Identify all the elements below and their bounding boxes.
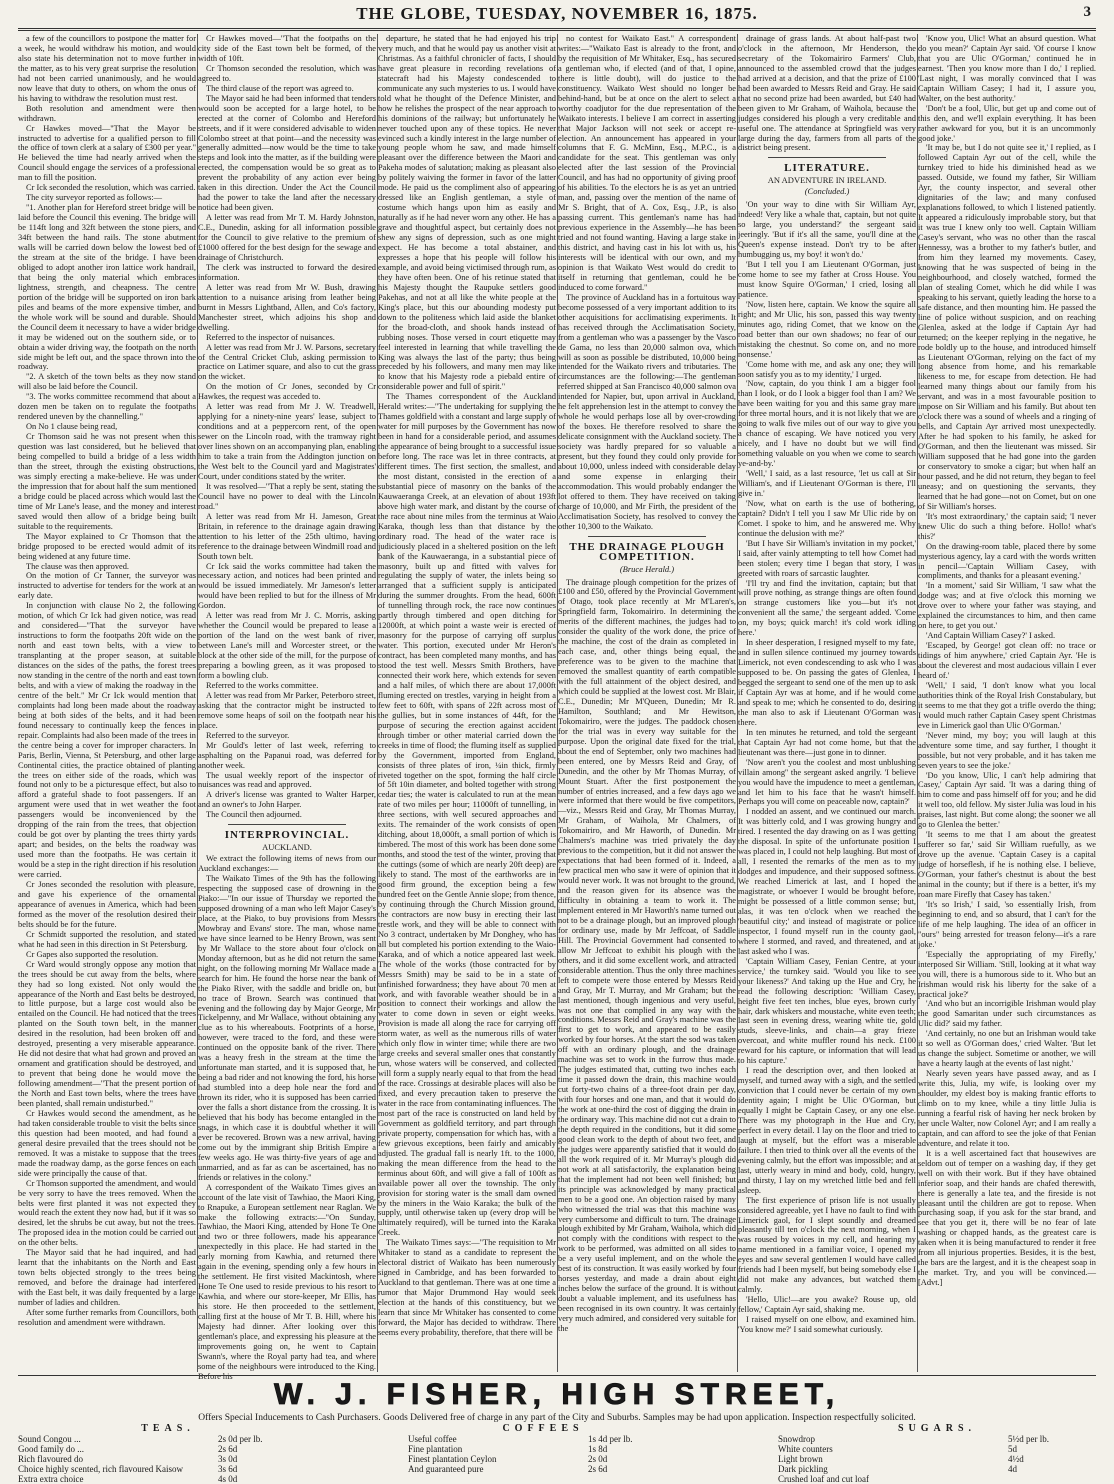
- paragraph: Cr Thomson supported the amendment, and would be very sorry to have the trees removed. When the belts were first planted it was not expected they would reach the extent they now had, but if it was so desired, let the shrubs be cut away, but not the trees. The proposed idea in the motion could be carried out on the other belts.: [18, 1178, 196, 1248]
- teas-heading: TEAS.: [141, 1423, 195, 1434]
- teas-row: [18, 1444, 318, 1454]
- paragraph: 'Captain William Casey, Fenian Centre, at your service,' the turnkey said. 'Would you like to see your likeness?' And taking up the Hue and Cry, he read the following description: 'William Casey, height five feet ten inches, blue eyes, brown curly hair, dark whiskers and moustache, white even teeth; last seen in evening dress, wearing white tie, gold studs, sleeve-links, and chain—a gray frieze overcoat, and white muffler round his neck. £100 reward for his capture, or information that will lead to his capture.': [738, 956, 916, 1066]
- price-value: 1s 4d per lb.: [588, 1434, 633, 1444]
- price-item: And guaranteed pure: [408, 1464, 484, 1474]
- paragraph: 'In a moment,' said Sir William, 'I saw what the dodge was; and at five o'clock this morning we drove over to where your father was staying, and explained the circumstances to him, and then came on here, to get you out.': [918, 581, 1096, 631]
- paragraph: 'And who but an incorrigible Irishman would play the good Samaritan under such circumstances as Ulic did?' said my father.: [918, 999, 1096, 1029]
- coffees-row: [408, 1434, 678, 1444]
- sugars-row: [778, 1434, 1096, 1444]
- column-divider: [557, 34, 558, 1372]
- coffees-row: [408, 1444, 678, 1454]
- ad-subtitle: Offers Special Inducements to Cash Purchasers. Goods Delivered free of charge in any part of the City and Suburbs. Samples may be had upon application. Inspection respectfully solicited.: [198, 1413, 916, 1423]
- paragraph: Mr Gould's letter of last week, referring to asphalting on the Papanui road, was deferred for another week.: [198, 740, 376, 770]
- teas-row: [18, 1454, 318, 1464]
- paragraph: It is a well ascertained fact that housewives are seldom out of temper on a washing day, if they get well on with their work. But if they have obtained inferior soap, and their hands are chafed therewith, there is generally a late tea, and the fireside is not pleasant until the children are got to repose. When purchasing soap, if you ask for the star brand, and see that you get it, there will be no fear of late washing or chapped hands, as the greatest care is taken when it is being manufactured to render it free from all injurious properties. Besides, it is the best, the bars are the largest, and it is the cheapest soap in the market. Try, and you will be convinced.—[Advt.]: [918, 1148, 1096, 1288]
- ad-title: W. J. FISHER, HIGH STREET,: [273, 1378, 841, 1411]
- paragraph: In ten minutes he returned, and told the sergeant that Captain Ayr had not come home, but that the lieutenant was there—just gone in to dinner.: [738, 727, 916, 757]
- column-5: [738, 34, 916, 1372]
- paragraph: On the motion of Cr Jones, seconded by Cr Hawkes, the request was acceded to.: [198, 382, 376, 402]
- price-value: 3s 6d: [218, 1464, 238, 1474]
- paragraph: 'It seems to me that I am about the greatest sufferer so far,' said Sir William ruefully, as we drove up the avenue. 'Captain Casey is a capital judge of horseflesh, if he is nothing else. I believe, O'Gorman, your father's chestnut is about the best animal in the county; but if there is a better, it's my roan mare Firefly that Casey has taken.': [918, 830, 1096, 899]
- paragraph: Nearly seven years have passed away, and as I write this, Julia, my wife, is looking over my shoulder, my eldest boy is making frantic efforts to climb on to my knee, while a tiny little Julia is running a fearful risk of having her neck broken by her uncle Walter, now Colonel Ayr; and I am really a captain, and can afford to see the joke of that Fenian adventure, and relate it too.: [918, 1069, 1096, 1148]
- masthead: [0, 4, 1114, 24]
- paragraph: The first experience of prison life is not usually considered agreeable, yet I have no fault to find with Limerick gaol, for I slept soundly and dreamed pleasantly till ten o'clock the next morning, when I was roused by voices in my cell, and hearing my name mentioned in a familiar voice, I opened my eyes and saw several gentlemen I would have called friends had I been myself, but being somebody else I did not make any advances, but watched them calmly.: [738, 1195, 916, 1295]
- top-rule: [18, 28, 1096, 29]
- paragraph: Both resolution and amendment were then withdrawn.: [18, 103, 196, 123]
- sugars-row: [778, 1454, 1096, 1464]
- paragraph: The province of Auckland has in a fortuitous way become possessed of a very important addition to its other acquisitions for acclimatising experiments. It has received through the Acclimatisation Society, from a gentleman who was a passenger by the Vasco de Gama, no less than 20,000 salmon ova, which will as soon as possible be distributed, 10,000 being intended for the Waikato rivers and tributaries. The circumstances are the following:—The gentleman referred shipped at San Francisco 40,000 salmon ova intended for Napier, but, upon arrival in Auckland, he felt apprehension lest in the attempt to convey the whole he would perhaps lose all by over-crowding of the boxes. He therefore resolved to share the delicate consignment with the Auckland society. The society was hardly prepared for so valuable a present, but they found they could only provide for about 10,000, unless indeed with considerable delay and some expense in enlarging their accommodation. This would probably endanger the lot offered to them. They have received on taking charge of 10,000, and Mr Firth, the president of the Acclimatisation Society, has resolved to convey the other 10,300 to the Waikato.: [558, 292, 736, 531]
- column-1: [18, 34, 196, 1372]
- teas-list: [18, 1434, 318, 1484]
- page-number: 3: [1083, 4, 1092, 20]
- paragraph: A letter was read from Mr H. Jameson, Great Britain, in reference to the drainage again drawing attention to his letter of the 25th ultimo, having reference to the drainage between Windmill road and South town belt.: [198, 511, 376, 561]
- paragraph: 'Now, listen here, captain. We know the squire all right; and Mr Ulic, his son, passed this way twenty minutes ago, riding Comet, that we know on the road better than our own shadows; no fear of our mistaking the chestnut. So come on, and no more nonsense.': [738, 299, 916, 359]
- paragraph: 'And certainly, no one but an Irishman would take it so well as O'Gorman does,' cried Walter. 'But let us change the subject. Sometime or another, we will have a hearty laugh at the events of last night.': [918, 1029, 1096, 1069]
- price-item: Crushed loaf and cut loaf: [778, 1474, 869, 1484]
- paragraph: 'But I have Sir William's invitation in my pocket,' I said, after vainly attempting to tell how Comet had been stolen; every time I began that story, I was greeted with roars of sarcastic laughter.: [738, 538, 916, 578]
- paragraph: The Waikato Times of the 9th has the following respecting the supposed case of drowning in the Piako:—"In our issue of Thursday we reported the supposed drowning of a man who left Major Casey's place, at the Piako, to buy provisions from Messrs Mowbray and Evans' store. The man, whose name we have since learned to be Henry Brown, was sent by Mr Wallace to the store about four o'clock on Monday afternoon, but as he did not return the same night, on the following morning Mr Wallace made a search for him. He found the horse near the bank of the Piako River, with the saddle and bridle on, but no trace of Brown. Search was continued that evening and the following day by Major George, Mr Tickelpenny, and Mr Wallace, without obtaining any clue as to his whereabouts. Footprints of a horse, however, were traced to the ford, and these were continued on the opposite bank of the river. There was a heavy fresh in the stream at the time the unfortunate man started, and it is supposed that, he being a bad rider and not knowing the ford, his horse had stumbled into a deep hole near the ford and thrown its rider, who it is supposed has been carried over the falls a short distance from the crossing. It is believed that his body has become entangled in the snags, in which case it is doubtful whether it will ever be recovered. Brown was a new arrival, having come out by the immigrant ship British Empire a few weeks ago. He was thirty-five years of age and unmarried, and as far as can be ascertained, has no friends or relatives in the colony.": [198, 874, 376, 1182]
- paragraph: I nodded an assent, and we continued our march. It was bitterly cold, and I was growing hungry and tired. I resented the day drawing on as I was getting the disposal. In spite of the unfortunate position I was placed in, I could not help laughing. But most of all, I resented the remarks of the men as to my dodges and impudence, and their supposed softness. We reached Limerick at last, and I hoped the magistrate, or whoever I would be brought before, might be possessed of a little common sense; but, alas, it was ten o'clock when we reached the 'beautiful city;' and instead of magistrate or police inspector, I found myself run in the county gaol, where I stormed, and raved, and threatened, and at last asked who I was.: [738, 807, 916, 956]
- price-value: 4d: [1008, 1464, 1017, 1474]
- price-item: Good family do ...: [18, 1444, 84, 1454]
- paragraph: 'It's so Irish,' I said, 'so essentially Irish, from beginning to end, and so absurd, that I can't for the life of me help laughing. The idea of an officer in "ours" being arrested for treason felony—it's a rare joke.': [918, 899, 1096, 949]
- paragraph: The clerk was instructed to forward the desired information.: [198, 262, 376, 282]
- paragraph: Referred to the surveyor.: [206, 730, 290, 740]
- paragraph: A letter was read from Mr Parker, Peterboro street, asking that the contractor might be instructed to remove some heaps of soil on the footpath near his place.: [198, 690, 376, 730]
- paragraph: 'Know you, Ulic! What an absurd question. What do you mean?' Captain Ayr said. 'Of course I know that you are Ulic O'Gorman,' continued he in earnest. 'Then you know more than I do,' I replied. 'Last night, I was morally convinced that I was Captain William Casey; I had it, I assure you, Walter, on the best authority.': [918, 34, 1096, 103]
- paragraph: "1. Another plan for Hereford street bridge will be laid before the Council this evening. The bridge will be 114ft long and 32ft between the stone piers, and 34ft between the hand rails. The stone abutment walls will be carried down below the lowest bed of the stream at the site of the bridge. I have been obliged to adopt another iron lattice work handrail, that being the only material which embraces lightness, strength, and cheapness. The centre portion of the bridge will be supported on iron bark piles and beams of the more expensive timber, and the whole work will be sound and durable. Should the Council deem it necessary to have a wider bridge it may be widened out on the southern side, or to obtain a wider driving way, the footpath on the north side might be left out, and the space thrown into the roadway.: [18, 203, 196, 372]
- paragraph: 'Come home with me, and ask any one; they will soon satisfy you as to my identity,' I urged.: [738, 359, 916, 379]
- paragraph: A letter was read from Mr J. W. Treadwell, applying for a ninety-nine years' lease, subject to conditions and at a peppercorn rent, of the open sewer on the Lincoln road, with the tramway right over lines shown on an accompanying plan, enabling him to take a train from the Addington junction on the West belt to the Council yard and Magistrates' Court, under conditions stated by the writer.: [198, 402, 376, 481]
- paragraph: The Thames correspondent of the Auckland Herald writes:—"The undertaking for supplying the Thames goldfield with a constant and large supply of water for mill purposes by the Government has now been in hand for a considerable period, and assumes the appearance of being brought to a successful issue before long. The race was let in three contracts, at different times. The first section, the smallest, and the most distant, consisted in the erection of a substantial piece of masonry on the banks of the Kauwaeranga Creek, at an elevation of about 193ft above high water mark, and distant by the course of the race about nine miles from the terminus at Waio Karaka, though less than that distance by the ordinary road. The head of the water race is judiciously placed in a sheltered position on the left bank of the Kauwaeranga, in a substantial piece of masonry, built up and fitted with valves for regulating the supply of water, the inlets being so arranged that a sufficient supply is anticipated during the summer droughts. From the head, 600ft of tunnelling through rock, the race now continues partly through timbered and open ditching for 12000ft, at which point a waste weir is erected of masonry for the purpose of carrying off surplus water. This portion, executed under Mr Heron's contract, has been completed many months, and has stood the test well. Messrs Smith Brothers, have connected their work here, which extends for seven and a half miles, of which there are about 17,000ft fluming erected on trestles, varying in height from a few feet to 60ft, with spans of 22ft across most of the gullies, but in some instances of 44ft, for the purpose of securing the erection against accident through timber or other material carried down the creeks in time of flood; the fluming itself as supplied by the Government, imported from England, consists of three plates of iron, ¼in thick, firmly riveted together on the spot, forming the half circle of 5ft 10in diameter, and bolted together with strong cedar ties; the water is calculated to run at the mean rate of two miles per hour; 11000ft of tunnelling, in three sections, with well secured approaches and exits. The remainder of the work consists of open ditching, about 18,000ft, a small portion of which is timbered. The most of this work has been done some months, and stood the test of the winter, proving that the cuttings (some of which are nearly 20ft deep) are likely to stand. The most of the earthworks are in good firm ground, the exception being a few hundred feet on the Gentle Annie slope; from thence, by continuing through the Church Mission ground, the contractors are now busy in erecting their last trestle work, and they will be able to connect with No 3 contract, undertaken by Mr Donghey, who has all but completed his portion extending to the Waio-Karaka, and of which a notice appeared last week. The whole of the works (those contracted for by Messrs Smith) may be said to be in a state of unfinished forwardness; they have about 70 men at work, and with favorable weather should be in a position to connect their workings and allow the water to come down in seven or eight weeks. Provision is made all along the race for carrying off storm water, as well as the numerous rills of water which only flow in winter time; while there are two large creeks and several smaller ones that constantly run, whose waters will be conserved, and collected will form a supply nearly equal to that from the head of the race. Crossings at desirable places will also be fixed, and every precaution taken to preserve the water in the race from contaminating influences. The most part of the race is constructed on land held by Government as goldfield territory, and part through private property, compensation for which has, with a few grievous exceptions, been fairly and amicably adjusted. The gradual fall is nearly 1ft. to the 1000, making the mean difference from the head to the terminus about 60ft, and will give a fall of 100ft as available power all over the township. The only provision for storing water is the small dam owned by the miners in the Waio Karaka; the bulk of the supply, until otherwise taken up (every drop will be ultimately required), will be turned into the Karaka Creek.: [378, 392, 557, 1238]
- paragraph: drainage of grass lands. At about half-past two o'clock in the afternoon, Mr Henderson, the secretary of the Tokomairiro Farmers' Club, announced to the assembled crowd that the judges had arrived at a decision, and that the prize of £100 had been awarded to Messrs Reid and Gray. He said that no second prize had been awarded, but £40 had been given to Mr Graham, of Waihola, because the judges considered his plough a very creditable and useful one. The attendance at Springfield was very large during the day, farmers from all parts of the district being present.: [738, 34, 916, 153]
- paragraph: On the drawing-room table, placed there by some mysterious agency, lay a card with the words written in pencil—'Captain William Casey, with compliments, and thanks for a pleasant evening.': [918, 541, 1096, 581]
- paragraph: 'I'll try and find the invitation, captain; but that will prove nothing, as strange things are often found on strange customers like you—but it's not convenient all the same,' the sergeant added. 'Come on, my boys; quick march! it's cold work idling here.': [738, 578, 916, 638]
- sugars-group: [778, 1424, 1096, 1484]
- section-source: (Bruce Herald.): [619, 563, 675, 574]
- paragraph: departure, he stated that he had enjoyed his trip very much, and that he would pay us another visit at Christmas. As a faithful chronicler of facts, I should have great pleasure in recording revelations of statecraft had his Majesty condescended to communicate any such mysteries to us. I would have told what he thought of the Defence Minister, and how he relishes the prospect of the near approach to his dominions of the railway; but unfortunately he never touched upon any of these topics. He never evinced such a kindly interest in the large number of young people whom he saw, and made himself pleasant over the difference between the Maori and Pakeha modes of salutation; making as pleasant also by politely waiving the former in favor of the latter mode. He paid us the compliment also of appearing dressed like an English gentleman, a style of costume which hangs upon him as easily and naturally as if he had never worn any other. He has a grave and thoughtful aspect, but certainly does not shew any signs of depression, such as one might expect. He has become a total abstainer, and expresses a hope that his people will follow his example, and avoid being victimised through rum, as they have often been. One of his retinue stated that his Majesty thought the Raupuke settlers good Pakehas, and not at all like the white people at the King's place, but this our abounding modesty put down to the politeness which laid aside the blanket for the broad-cloth, and shook hands instead of rubbing noses. Those versed in court etiquette may feel interested in learning that while travelling the King was always the last of the party; thus being preceded by his followers, and many men may like to know that his Majesty rode a piebald entire of considerable power and full of spirit.": [378, 34, 556, 392]
- price-value: 4s 0d: [218, 1474, 238, 1484]
- section-rule: [768, 157, 886, 158]
- paragraph: A letter was read from Mr T. M. Hardy Johnston, C.E., Dunedin, asking for all information possible for the Council to give relative to the premium of £1000 offered for the best design for the sewage and drainage of Christchurch.: [198, 213, 376, 262]
- section-heading: INTERPROVINCIAL.: [224, 829, 350, 842]
- paragraph: The Mayor said that he had inquired, and had learnt that the inhabitants on the North and East town belts objected strongly to the trees being removed, and before the drainage had interfered with the East belt, it was daily frequented by a large number of ladies and children.: [18, 1248, 196, 1308]
- paragraph: Cr Thomson seconded the resolution, which was agreed to.: [198, 63, 376, 83]
- paragraph: 'Well,' I said, as a last resource, 'let us call at Sir William's, and if Lieutenant O'Gorman is there, I'll give in.': [738, 469, 916, 498]
- column-divider: [197, 34, 198, 1372]
- column-3: [378, 34, 556, 1372]
- price-item: Rich flavoured do: [18, 1454, 83, 1464]
- paragraph: no contest for Waikato East." A correspondent writes:—"Waikato East is already to the front, and by the requisition of Mr Whitaker, Esq., has secured a gentleman who, if elected (and of that, I opine, there is little doubt), will do justice to the constituency. Waikato West should no longer be behind-hand, but be at once on the alert to select a worthy coadjutor for the due representation of the Waikato interests. I believe I am correct in asserting that Major Jackson will not seek or accept re-election. An announcement has appeared in your columns that F. G. McMinn, Esq., M.P.C., is a candidate for the seat. This gentleman was only elected after the last session of the Provincial Council, and has had no opportunity of giving proof of his abilities. To the electors he is as yet an untried man, and, passing over the mention of the name of Mr S. Bright, that of A. Cox, Esq., J.P., is also passing current. This gentleman's name has had previous experience in the Assembly—he has been tried and not found wanting. Having a large stake in this district, and having cast in his lot with us, his interests will be identical with our own, and my opinion is that Waikato West would do credit to itself in returning that gentleman, could he be induced to come forward.": [558, 34, 736, 292]
- price-value: 2s 6d: [588, 1464, 608, 1474]
- paragraph: a few of the councillors to postpone the matter for a week, he would withdraw his motion, and would also state his determination not to move further in the matter, as to his very great surprise the resolution had not been carried unanimously, and he would now leave that duty to others, on whom the onus of his having to withdraw the resolution must rest.: [18, 34, 196, 103]
- paragraph: "2. A sketch of the town belts as they now stand will also be laid before the Council.: [18, 372, 196, 392]
- advertisement: [18, 1378, 1096, 1484]
- sugars-row: [778, 1474, 1096, 1484]
- price-value: 2s 6d: [218, 1444, 238, 1454]
- paragraph: It was resolved—"That a reply be sent, stating the Council have no power to deal with the Lincoln road.": [198, 481, 376, 511]
- paragraph: 'Now aren't you the coolest and most unblushing villain among'' the sergeant asked angrily. 'I believe you would have the impudence to meet a gentleman, and let him to his face that he wasn't himself. Perhaps you will come on peaceable now, captain?': [738, 757, 916, 807]
- paragraph: 'Do you know, Ulic, I can't help admiring that Casey,' Captain Ayr said. 'It was a daring thing of him to come and pass himself off for you; and he did it well too, old fellow. My sister Julia was loud in his praises, last night. But come along; the sooner we all go to Glenlea the better.': [918, 770, 1096, 830]
- sugars-list: [778, 1434, 1096, 1484]
- column-divider: [917, 34, 918, 1372]
- price-value: 4½d: [1008, 1454, 1024, 1464]
- paragraph: A driver's license was granted to Walter Harper, and an owner's to John Harper.: [198, 790, 376, 810]
- sugars-row: [778, 1444, 1096, 1454]
- paragraph: The Council then adjourned.: [206, 810, 302, 820]
- column-divider: [737, 34, 738, 1372]
- teas-row: [18, 1434, 318, 1444]
- section-heading: THE DRAINAGE PLOUGH COMPETITION.: [569, 540, 725, 563]
- coffees-row: [408, 1464, 678, 1474]
- paragraph: We extract the following items of news from our Auckland exchanges:—: [198, 854, 376, 874]
- paragraph: Cr Gapes also supported the resolution.: [26, 949, 159, 959]
- paragraph: In sheer desperation, I resigned myself to my fate, and in sullen silence continued my journey towards Limerick, not even condescending to ask who I was supposed to be. On passing the gates of Glenlea, I begged the sergeant to send one of the men up to ask if Captain Ayr was at home, and if he would come and speak to me; which he consented to do, desiring the man also to ask if Lieutenant O'Gorman was there.: [738, 638, 916, 727]
- paragraph: After some further remarks from Councillors, both resolution and amendment were withdrawn.: [18, 1308, 197, 1327]
- paragraph: Cr Thomson said he was not present when this question was last considered, but he believed that being compelled to build a bridge of a less width than the street, through the existing obstructions, was simply erecting a make-believe. He was under the impression that for about half the sum mentioned a bridge could be placed across which would last the time of Mr Lane's lease, and the money and interest saved would then allow of a bridge being built suitable to the requirements.: [18, 432, 196, 531]
- coffees-list: [408, 1434, 678, 1474]
- paragraph: Cr Jones seconded the resolution with pleasure, and gave his experience of the ornamental appearance of avenues in America, which had been formed as the mover of the resolution desired their belts should be for the future.: [18, 880, 196, 929]
- price-item: Snowdrop: [778, 1434, 816, 1444]
- paragraph: The third clause of the report was agreed to.: [206, 83, 354, 93]
- sugars-heading: SUGARS.: [897, 1423, 977, 1434]
- price-value: 2s 0d: [588, 1454, 608, 1464]
- section-rule: [588, 536, 706, 537]
- price-item: Fine plantation: [408, 1444, 463, 1454]
- coffees-group: [408, 1424, 678, 1474]
- paragraph: 'Well,' I said, 'I don't know what you local authorities think of the Royal Irish Constabulary, but it seems to me that they got a trifle overdo the thing; I would much rather Captain Casey spent Christmas eve in Limerick gaol than Ulic O'Gorman.': [918, 680, 1096, 730]
- paragraph: Cr Ward would strongly oppose any motion that the trees should be cut away from the belts, where they had so long existed. Not only would the appearance of the North and East belts be destroyed, to little purpose, but a large cost would also be entailed on the Council. He had noticed that the trees planted on the South town belt, in the manner desired in the resolution, had been broken off and destroyed, presenting a very miserable appearance. He did not desire that what had grown and proved an ornament and gratification should be destroyed, and to prevent that being done he would move the following amendment—"That the present portion of the North and East town belts, where the trees have been planted, shall remain undisturbed.": [18, 959, 196, 1108]
- paragraph: The Mayor explained to Cr Thomson that the bridge proposed to be erected would admit of its being widened at any future time.: [18, 531, 196, 561]
- sugars-row: [778, 1464, 1096, 1474]
- section-subheading: AUCKLAND.: [262, 842, 312, 853]
- paragraph: Cr Ick seconded the resolution, which was carried.: [26, 183, 196, 193]
- section-source: (Concluded.): [804, 186, 850, 197]
- price-value: 5½d per lb.: [1008, 1434, 1049, 1444]
- column-4: [558, 34, 736, 1372]
- paragraph: 'Especially the appropriating of my Firefly,' interposed Sir William. 'Still, looking at it what way you will, there is a humorous side to it. Who but an Irishman would risk his liberty for the sake of a practical joke?': [918, 949, 1096, 999]
- masthead-title: THE GLOBE, TUESDAY, NOVEMBER 16, 1875.: [356, 4, 758, 23]
- paragraph: The clause was then approved.: [26, 561, 130, 571]
- paragraph: On No 1 clause being read,: [26, 422, 118, 432]
- price-item: Dark pickling: [778, 1464, 828, 1474]
- price-value: 3s 0d: [218, 1454, 238, 1464]
- paragraph: A letter was read from Mr J. C. Morris, asking whether the Council would be prepared to lease a portion of the land on the west bank of river, between Lane's mill and Worcester street, or the block at the other side of the mill, for the purpose of preparing a bowling green, as it was proposed to form a bowling club.: [198, 611, 376, 680]
- paragraph: 'Don't be a fool, Ulic, but get up and come out of this den, and we'll explain everything. It has been rather awkward for you, but it is an uncommonly good joke.': [918, 103, 1096, 143]
- paragraph: Cr Hawkes moved—"That the footpaths on the city side of the East town belt be formed, of the width of 10ft.: [198, 34, 376, 63]
- paragraph: A letter was read from Mr J. W. Parsons, secretary of the Central Cricket Club, asking permission to practice on Latimer square, and also to cut the grass on the wicket.: [198, 342, 376, 382]
- price-value: 1s 8d: [588, 1444, 608, 1454]
- paragraph: The city surveyor reported as follows:—: [26, 193, 163, 203]
- paragraph: I raised myself on one elbow, and examined him. 'You know me?' I said somewhat curiously.: [738, 1315, 916, 1334]
- paragraph: 'It may be, but I do not quite see it,' I replied, as I followed Captain Ayr out of the cell, while the turnkey tried to hide his diminished head as we passed. Outside, we found my father, Sir William Ayr, the county inspector, and several other dignitaries of the law; and many confused explanations followed, to which I listened patiently. It appeared a ridiculously improbable story, but that it was true I knew only too well. Captain William Casey's servant, who was no other than the rascal Hennessy, was a brother to my father's butler, and from him they learned my movements. Casey, knowing that he was suspected of being in the neighbourhood, and closely watched, formed the plan of stealing Comet, which he did while I was speaking to his servant, quietly leading the horse to a safe distance, and then mounting him. He passed the line of police without suspicion, and on reaching Glenlea, asked at the lodge if Captain Ayr had returned; on the keeper replying in the negative, he rode boldly up to the house, and introduced himself as Lieutenant O'Gorman, relying on the fact of my long absence from home, and his remarkable likeness to me, for escape from detection. He had learned many things about our family from his servant, and was in a most favourable position to impose on Sir William and his family. But about ten o'clock there was a sound of wheels and a ringing of bells, and Captain Ayr arrived most unexpectedly. After he had spoken to his family, he asked for O'Gorman, and then the lieutenant was missed. Sir William supposed that he had gone into the garden or conservatory to smoke a cigar; but when half an hour passed, and he did not return, they began to feel uneasy; and on questioning the servants, they learned that he had gone—not on Comet, but on one of Sir William's horses.: [918, 143, 1096, 511]
- coffees-heading: COFFEES: [502, 1423, 584, 1434]
- paragraph: On the motion of Cr Tanner, the surveyor was instructed to advertise for tenders for the work at an early date.: [18, 571, 196, 601]
- teas-row: [18, 1464, 318, 1474]
- paragraph: The drainage plough competition for the prizes of £100 and £50, offered by the Provincial Government of Otago, took place recently at Mr M'Laren's, Springfield farm, Tokomairiro. In determining the merits of the different machines, the judges had to consider the quality of the work done, the price of the machine, the cost of the drain as completed in each case, and, other things being equal, the preference was to be given to the machine that removed the smallest quantity of earth compatible with the full attainment of the object desired, and which could be supplied at the lowest cost. Mr Blair, C.E., Dunedin; Mr M'Queen, Dunedin; Mr R. Hamilton, Southland; and Mr Hewitson, Tokomairiro, were the judges. The paddock chosen for the trial was in every way suitable for the purpose. Upon the original date fixed for the trial, about the end of September, only two machines had been entered, one by Messrs Reid and Gray, of Dunedin, and the other by Mr Thomas Murray, of Mount Stuart. After the first postponement the number of entries increased, and a few days ago we were informed that there would be five competitors,—viz., Messrs Reid and Gray, Mr Thomas Murray, Mr Graham, of Waihola, Mr Chalmers, of Tokomairiro, and Mr Haworth, of Dunedin. Mr Chalmers's machine was tried privately the day previous to the competition, but it did not answer the expectations that had been formed of it. Indeed, a few practical men who saw it were of opinion that it would never work. It was not brought to the ground, and the reason given for its absence was the difficulty in obtaining a team to work it. The implement entered in Mr Haworth's name turned out not to be a drainage plough, but an improved plough for ordinary use, made by Mr Jeffcoat, of Saddle Hill. The Provincial Government had consented to allow Mr Jeffcoat to exhibit his plough with the others, and it did some excellent work, and attracted considerable attention. Thus the only three machines left to compete were those entered by Messrs Reid and Gray, Mr T. Murray, and Mr Graham; but the last mentioned, though ingenious and very useful, was not one that complied in any way with the conditions. Messrs Reid and Gray's machine was the first to get to work, and appeared to be easily worked by four horses. At the start the sod was taken off with an ordinary plough, and the drainage machine was set to work in the furrow thus made. The judges estimated that, cutting two inches each time it passed down the drain, this machine would cut forty-two chains of a three-foot drain per day, with four horses and one man, and that it would do the work at one-third the cost of digging the drain in the ordinary way. This machine did not cut a drain to the depth required in the conditions, but it did some good clean work to the depth of about two feet, and the judges were apparently satisfied that it would do all the work required of it. Mr Murray's plough did not work at all satisfactorily, the explanation being that the implement had not been well finished; but its principle was acknowledged by many practical men to be a good one. An objection raised by many who witnessed the trial was that this machine was very cumbersome and difficult to turn. The drainage plough exhibited by Mr Graham, Waihola, which did not comply with the conditions with respect to the work to be performed, was admitted on all sides to be a very useful implement, and on the whole the best of its construction. It was easily worked by four horses yesterday, and made a drain about eight inches below the surface of the ground. It is without doubt a valuable implement, and its usefulness has been recognised in its own country. It was certainly very much admired, and considered very suitable for the: [558, 577, 736, 1333]
- price-item: Extra extra choice: [18, 1474, 84, 1484]
- section-rule: [228, 824, 346, 825]
- paragraph: 'But I tell you I am Lieutenant O'Gorman, just come home to see my father at Cross House. You must know Squire O'Gorman,' I cried, losing all patience.: [738, 260, 916, 299]
- paragraph: The Waikato Times says:—"The requisition to Mr Whitaker to stand as a candidate to represent the electoral district of Waikato has been numerously signed in Cambridge, and has been forwarded to Auckland to that gentleman. There was at one time a rumor that Major Drummond Hay would seek election at the hands of this constituency, but we learn that since Mr Whitaker has consented to come forward, the Major has decided to withdraw. There seems every probability, therefore, that there will be: [378, 1238, 556, 1337]
- column-6: [918, 34, 1096, 1372]
- price-item: Finest plantation Ceylon: [408, 1454, 497, 1464]
- paragraph: 'Now, captain, do you think I am a bigger fool than I look, or do I look a bigger fool than I am? We have been waiting for you and this same gray mare for three mortal hours, and it is not likely that we are going to walk five miles out of our way to give you a chance of escaping. We have noticed you very nicely, and I have no doubt but we will find something valuable on you when we come to search ye-and-by.': [738, 379, 916, 469]
- price-value: 2s 0d per lb.: [218, 1434, 263, 1444]
- paragraph: 'On your way to dine with Sir William Ayr, indeed! Very like a whale that, captain, but not quite so large, you understand?' the sergeant said jeeringly. 'But if it's all the same, you'll dine at the Queen's expense instead. Don't try to be after humbugging us, my boy! it won't do.': [738, 200, 916, 260]
- paragraph: Cr Schmidt supported the resolution, and stated what he had seen in this direction in St Petersburg.: [18, 929, 196, 949]
- paragraph: A letter was read from Mr W. Bush, drawing attention to a nuisance arising from leather being burnt in Messrs Lightband, Allen, and Co's factory, Manchester street, which adjoins his shop and dwelling.: [198, 282, 376, 332]
- paragraph: Referred to the works committee.: [206, 680, 319, 690]
- ad-price-list: [18, 1423, 1096, 1484]
- section-heading: LITERATURE.: [784, 162, 870, 175]
- paragraph: Referred to the inspector of nuisances.: [206, 332, 335, 342]
- paragraph: Cr Hawkes would second the amendment, as he had taken considerable trouble to visit the belts since this question had been mooted, and had found a general desire prevailed that the trees should not be removed. It was a mistake to suppose that the trees made the roadway damp, as the gorse fences on each side were principally the cause of that.: [18, 1108, 196, 1178]
- paragraph: A correspondent of the Waikato Times gives an account of the late visit of Tawhiao, the Maori King, to Rnapuke, a European settlement near Raglan. We make the following extracts:—"On Sunday, Tawhiao, the Maori King, attended by Hone Te One and two or three followers, made his appearance unexpectedly in this place. He had started in the early morning from Kawhia, and returned there again in the evening, spending only a few hours in the settlement. He first visited Mackintosh, where Hone Te One used to reside previous to his resort to Kawhia, and where our store-keeper, Mr Ellis, has his store. He then proceeded to the settlement, calling first at the house of Mr T. B. Hill, where his Majesty had dinner. After looking over this gentleman's place, and expressing his pleasure at the improvements going on, he went to Captain Swann's, where the Royal party had tea, and where some of the neighbours were introduced to the King. Before his: [198, 1182, 376, 1381]
- ad-rule: [18, 1375, 1096, 1376]
- paragraph: The Mayor said he had been informed that tenders would soon be accepted for a large hotel, to be erected at the corner of Colombo and Hereford streets, and if it were considered advisable to widen Colombo street at that point—and the necessity was generally admitted—now would be the time to take steps and look into the matter, as if the building were erected, the compensation would be so great as to prevent the probability of any action ever being taken in this direction. Under the Act the Council had the power to take the land after the necessary notice had been given.: [198, 93, 376, 213]
- paragraph: 'And Captain William Casey?' I asked.: [926, 631, 1056, 641]
- price-item: White counters: [778, 1444, 833, 1454]
- paragraph: 'It's most extraordinary,' the captain said; 'I never knew Ulic do such a thing before. Hollo! what's this?': [918, 511, 1096, 541]
- paragraph: Cr Hawkes moved—"That the Mayor be instructed to advertise for a qualified person to fill the office of town clerk at a salary of £300 per year." He believed the time had nearly arrived when the Council should engage the services of a professional man to fill the position.: [18, 123, 196, 183]
- column-divider: [377, 34, 378, 1372]
- teas-group: [18, 1424, 318, 1484]
- paragraph: Cr Ick said the works committee had taken the necessary action, and notices had been printed and would be issued immediately. Mr Jameson's letter would have been replied to but for the illness of Mr Gordon.: [198, 561, 376, 611]
- paragraph: In conjunction with clause No 2, the following motion, of which Cr Ick had given notice, was read and considered—"That the surveyor have instructions to form the footpaths 20ft wide on the north and east town belts, with a view to transplanting at the proper season, at suitable distances on the sides of the paths, the forest trees now standing in the centre of the north and east town belts, and with a view of making the roadway in the centre of the belt." Mr Cr Ick would mention that complaints had long been made about the roadway being at both sides of the belts, and it had been found necessary to continually keep the fences in repair. Complaints had also been made of the trees in the centre being a cover for improper characters. In Paris, Berlin, Vienna, St Petersburg, and other large Continental cities, the practice obtained of planting the trees on either side of the roads, which was found not only to be a picturesque effect, but also to afford a grateful shade to foot passengers. If an argument were used that in wet weather the foot passengers would be inconvenienced by the dropping of the rain from the trees, that objection could be got over by planting the trees thirty yards apart; and besides, on the belts the roadway was used more than the footpaths. He was certain it would be a step in the right direction if his resolution were carried.: [18, 601, 196, 880]
- price-item: Light brown: [778, 1454, 823, 1464]
- top-rule-2: [18, 30, 1096, 31]
- price-item: Useful coffee: [408, 1434, 457, 1444]
- price-item: Sound Congou ...: [18, 1434, 81, 1444]
- column-2: [198, 34, 376, 1381]
- section-subheading: AN ADVENTURE IN IRELAND.: [767, 175, 887, 186]
- paragraph: I read the description over, and then looked at myself, and turned away with a sigh, and the settled conviction that I could never be certain of my own identity again; I might be Ulic O'Gorman, but equally I might be Captain Casey, or any one else. There was my photograph in the Hue and Cry, perfect in every detail. I lay on the floor and tried to laugh at myself, but the effort was a miserable failure. I then tried to think over all the events of the evening calmly, but the effort was impossible; and at last, utterly weary in mind and body, cold, hungry, and thirsty, I lay on my wretched little bed and fell asleep.: [738, 1066, 916, 1195]
- coffees-row: [408, 1454, 678, 1464]
- paragraph: 'Hello, Ulic!—are you awake? Rouse up, old fellow,' Captain Ayr said, shaking me.: [738, 1295, 916, 1315]
- paragraph: 'Now, what on earth is the use of bothering, captain? Didn't I tell you I saw Mr Ulic ride by on Comet. I spoke to him, and he answered me. Why continue the delusion with me?': [738, 498, 916, 538]
- paragraph: 'Never mind, my boy; you will laugh at this adventure some time, and say further, I thought it possible, but not very probable, and it has taken me seven years to see the joke.': [918, 730, 1096, 770]
- paragraph: The usual weekly report of the inspector of nuisances was read and approved.: [198, 770, 376, 790]
- price-value: 5d: [1008, 1444, 1017, 1454]
- price-item: Choice highly scented, rich flavoured Kaisow: [18, 1464, 183, 1474]
- paragraph: "3. The works committee recommend that about a dozen men be taken on to regulate the footpaths rendered uneven by the channelling.": [18, 392, 196, 422]
- paragraph: 'Escaped, by George! got clean off: no trace or tidings of him anywhere,' cried Captain Ayr. 'He is about the cleverest and most audacious villain I ever heard of.': [918, 641, 1096, 680]
- teas-row: [18, 1474, 318, 1484]
